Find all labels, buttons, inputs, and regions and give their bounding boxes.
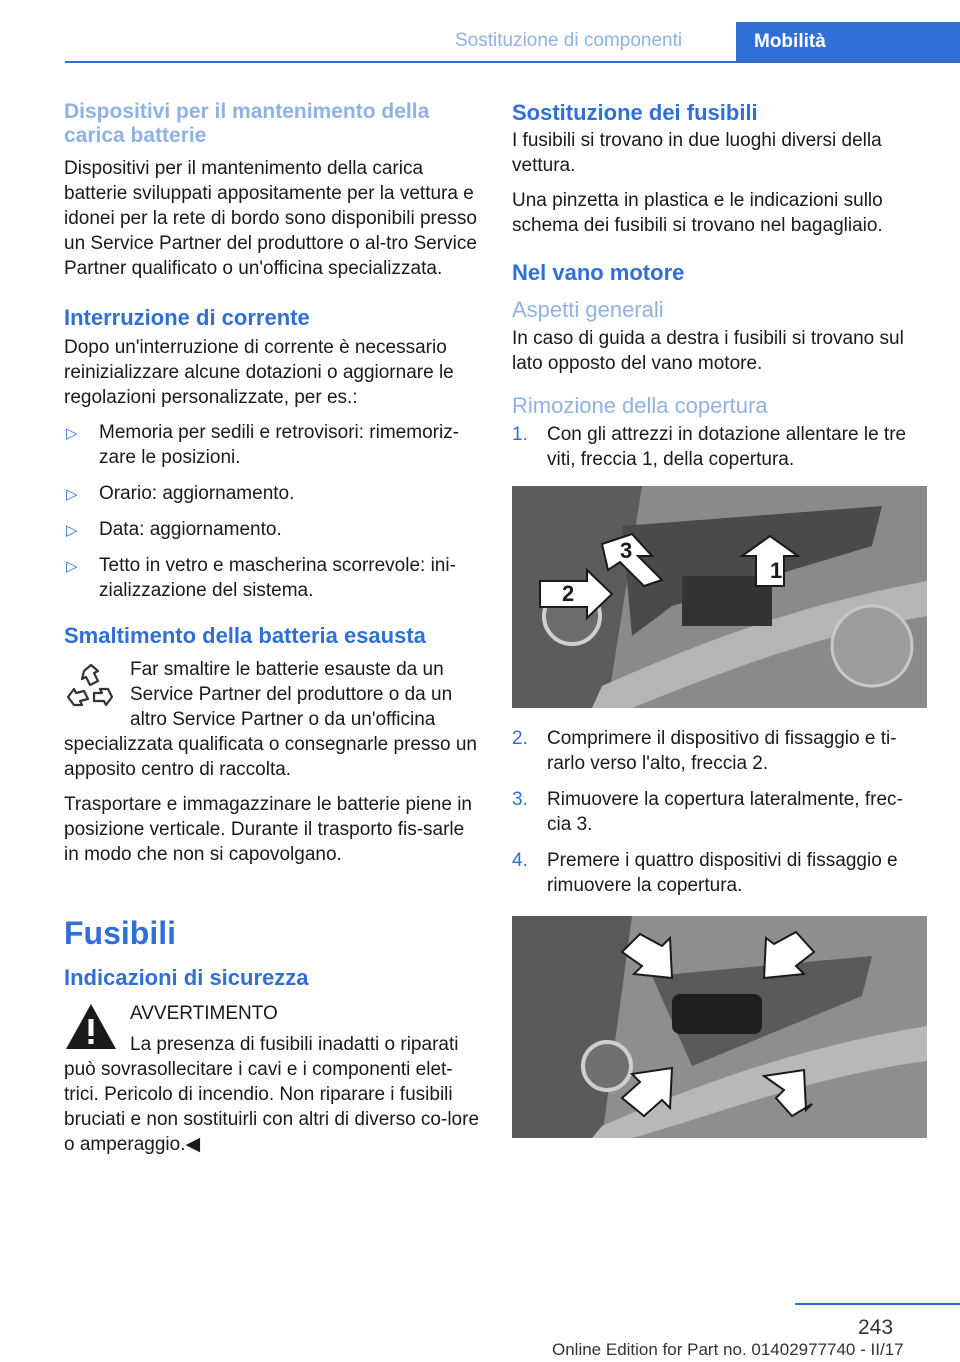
- heading-battery-disposal: Smaltimento della batteria esausta: [64, 623, 426, 648]
- warning-text-a: La presenza di fusibili inadatti o riparati: [130, 1034, 459, 1055]
- engine-bay-figure-1: [512, 486, 927, 708]
- step-list-part1: [512, 422, 927, 472]
- paragraph-battery-transport: Trasportare e immagazzinare le batterie piene in posizione verticale. Durante il trasporto fis‐sarle in modo che non si capovolgano.: [64, 794, 472, 865]
- list-item: ▷ Data: aggiornamento.: [64, 517, 479, 542]
- paragraph-fuse-tweezers: Una pinzetta in plastica e le indicazioni sullo schema dei fusibili si trovano nel bagagliaio.: [512, 190, 883, 236]
- warning-title: AVVERTIMENTO: [130, 1003, 278, 1024]
- step-item: 2. Comprimere il dispositivo di fissaggio e ti‐rarlo verso l'alto, freccia 2.: [512, 728, 897, 774]
- heading-fuse-replacement: Sostituzione dei fusibili: [512, 100, 758, 125]
- bullet-triangle-icon: ▷: [66, 522, 78, 539]
- edition-text: Online Edition for Part no. 01402977740 - II/17: [552, 1340, 904, 1359]
- bullet-triangle-icon: ▷: [66, 486, 78, 503]
- figure-label-2: 2: [562, 581, 575, 606]
- heading-power-interruption: Interruzione di corrente: [64, 305, 310, 330]
- bullet-list: [64, 420, 479, 603]
- step-item: 4. Premere i quattro dispositivi di fissaggio e rimuovere la copertura.: [512, 850, 898, 896]
- figure-label-3: 3: [620, 538, 633, 563]
- chapter-tab-label: Mobilità: [754, 31, 826, 52]
- disposal-text-b: specializzata qualificata o consegnarle presso un apposito centro di raccolta.: [64, 734, 477, 780]
- footer-rule: [795, 1303, 960, 1305]
- right-column: [512, 100, 927, 1156]
- disposal-text-a: Far smaltire le batterie esauste da un Service Partner del produttore o da un altro Service Partner o da un'officina: [130, 659, 453, 730]
- engine-bay-figure-2: [512, 916, 927, 1138]
- list-item: ▷ Memoria per sedili e retrovisori: rimemoriz‐zare le posizioni.: [66, 422, 460, 468]
- fuse-box-illustration: [512, 916, 927, 1138]
- warning-text-b: può sovrasollecitare i cavi e i componenti elet‐trici. Pericolo di incendio. Non riparare i fusibili bruciati e non sostituirli con altri di diverso co‐lore o amperaggio.◀: [64, 1059, 480, 1155]
- figure-label-1: 1: [770, 558, 783, 583]
- heading-safety-notes: Indicazioni di sicurezza: [64, 965, 309, 990]
- bullet-triangle-icon: ▷: [66, 558, 78, 575]
- paragraph-fuse-locations: I fusibili si trovano in due luoghi diversi della vettura.: [512, 130, 882, 176]
- step-list-part2: [512, 726, 927, 898]
- list-item: ▷ Tetto in vetro e mascherina scorrevole: ini‐zializzazione del sistema.: [66, 555, 456, 601]
- heading-engine-compartment: Nel vano motore: [512, 260, 685, 285]
- heading-cover-removal: Rimozione della copertura: [512, 393, 768, 418]
- warning-block: [64, 1001, 479, 1157]
- warning-icon: [64, 1001, 118, 1055]
- heading-battery-maintainers: Dispositivi per il mantenimento della carica batterie: [64, 100, 430, 147]
- heading-general: Aspetti generali: [512, 297, 664, 322]
- list-item: ▷ Orario: aggiornamento.: [64, 481, 479, 506]
- left-column: [64, 100, 479, 1157]
- step-item: 3. Rimuovere la copertura lateralmente, frec‐cia 3.: [512, 789, 903, 835]
- chapter-tab: [736, 22, 960, 62]
- heading-fuses: Fusibili: [64, 915, 176, 951]
- header-section-title: Sostituzione di componenti: [455, 30, 683, 51]
- paragraph-battery-maintainers: Dispositivi per il mantenimento della carica batterie sviluppati appositamente per la vettura e idonei per la rete di bordo sono disponibili presso un Service Partner del produttore o al‐tro Service Partner qualificato o un'officina specializzata.: [64, 158, 477, 279]
- page-number: 243: [858, 1316, 894, 1339]
- recycling-icon: [64, 661, 118, 715]
- bullet-triangle-icon: ▷: [66, 425, 78, 442]
- disposal-block: [64, 657, 479, 782]
- engine-bay-illustration: [512, 486, 927, 708]
- paragraph-power-interruption: Dopo un'interruzione di corrente è necessario reinizializzare alcune dotazioni o aggiornare le regolazioni personalizzate, per es.:: [64, 337, 454, 408]
- step-item: 1. Con gli attrezzi in dotazione allentare le tre viti, freccia 1, della copertura.: [512, 424, 907, 470]
- paragraph-right-hand-drive: In caso di guida a destra i fusibili si trovano sul lato opposto del vano motore.: [512, 328, 904, 374]
